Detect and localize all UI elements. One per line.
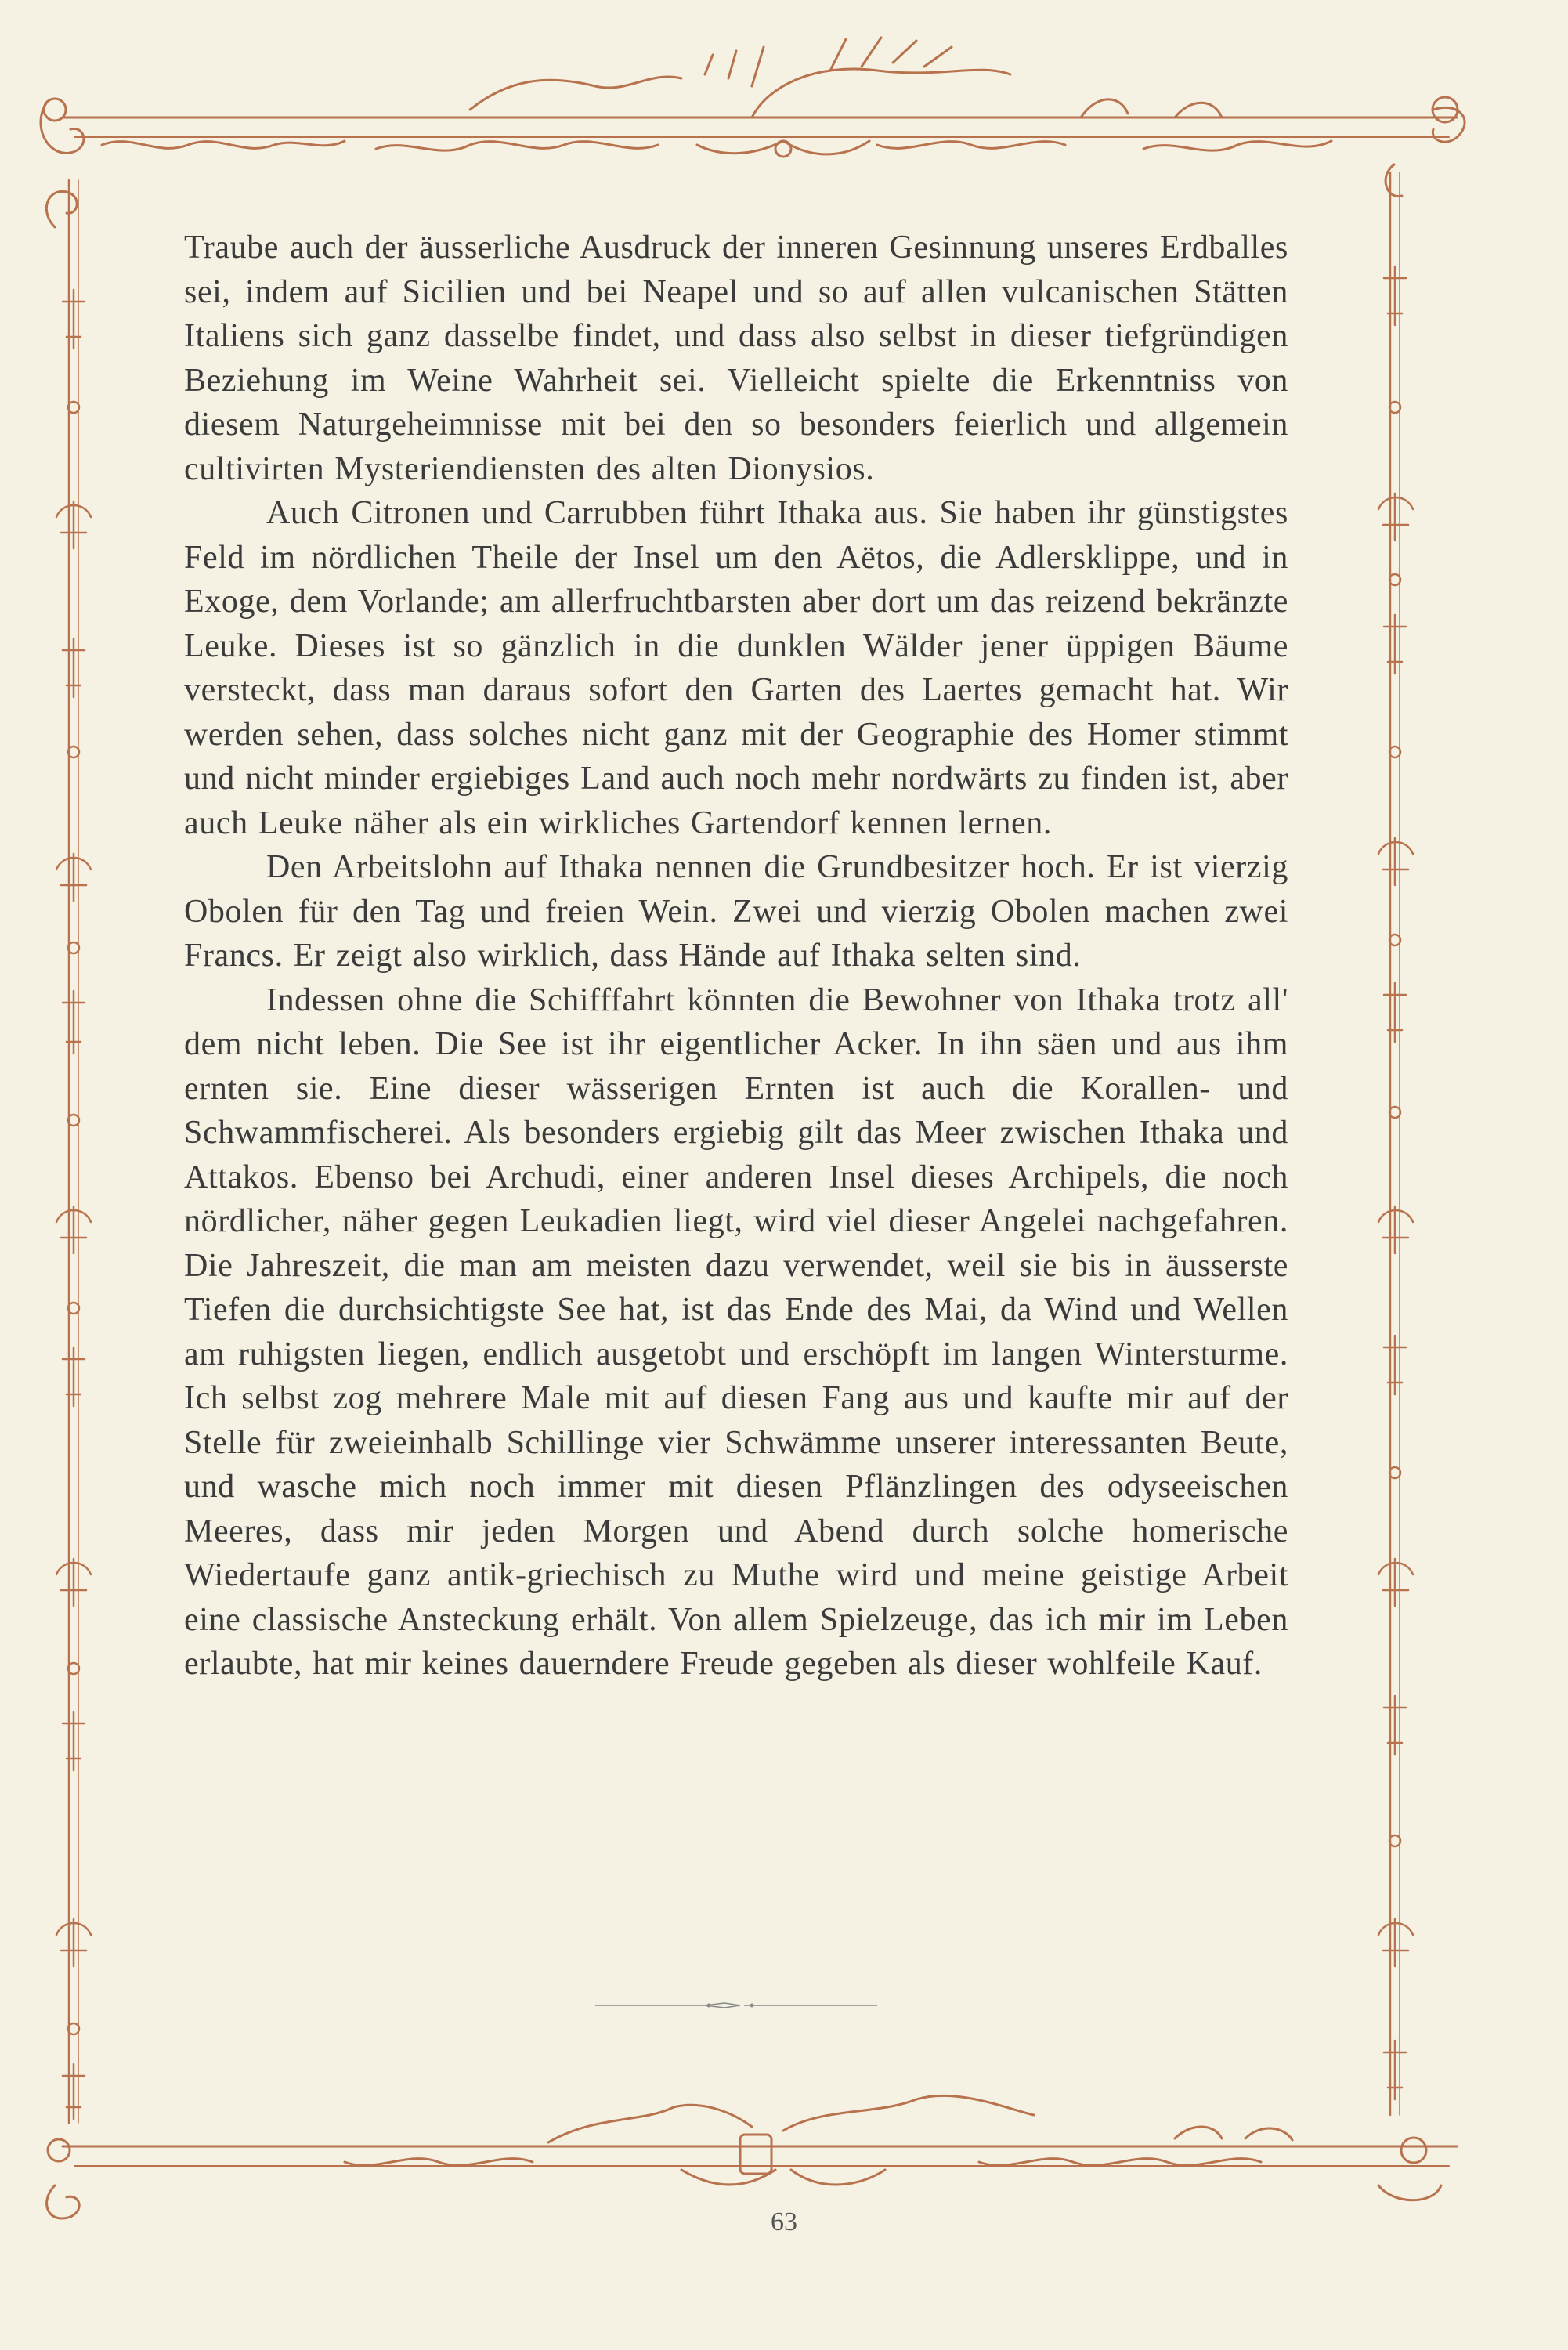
paragraph: Den Arbeitslohn auf Ithaka nennen die Grundbesitzer hoch. Er ist vierzig Obolen für den Tag und freien Wein. Zwei und vierzig Obolen machen zwei Francs. Er zeigt also wirklich, dass Hände auf Ithaka selten sind. bbox=[184, 849, 1288, 974]
paragraph: Traube auch der äusserliche Ausdruck der inneren Gesinnung unseres Erdballes sei, indem auf Sicilien und bei Neapel und so auf allen vulcanischen Stätten Italiens sich ganz dasselbe findet, und dass also selbst in dieser tiefgründigen Beziehung im Weine Wahrheit sei. Vielleicht spielte die Erkenntniss von diesem Naturgeheimnisse mit bei den so besonders feierlich und allgemein cultivirten Mysteriendiensten des alten Dionysios. bbox=[184, 230, 1288, 487]
paragraph: Indessen ohne die Schifffahrt könnten die Bewohner von Ithaka trotz all' dem nicht leben. Die See ist ihr eigentlicher Acker. In ihn säen und aus ihm ernten sie. Eine dieser wässerigen Ernten ist auch die Korallen- und Schwammfischerei. Als besonders ergiebig gilt das Meer zwischen Ithaka und Attakos. Ebenso bei Archudi, einer anderen Insel dieses Archipels, die noch nördlicher, näher gegen Leukadien liegt, wird viel dieser Angelei nachgefahren. Die Jahreszeit, die man am meisten dazu verwendet, weil sie bis in äusserste Tiefen die durchsichtigste See hat, ist das Ende des Mai, da Wind und Wellen am ruhigsten liegen, endlich ausgetobt und erschöpft im langen Wintersturme. Ich selbst zog mehrere Male mit auf diesen Fang aus und kaufte mir auf der Stelle für zweieinhalb Schillinge vier Schwämme unserer interessanten Beute, und wasche mich noch immer mit diesen Pflänzlingen des odyseeischen Meeres, dass mir jeden Morgen und Abend durch solche homerische Wiedertaufe ganz antik-griechisch zu Muthe wird und meine geistige Arbeit eine classische Ansteckung erhält. Von allem Spielzeuge, das ich mir im Leben erlaubte, hat mir keines dauerndere Freude gegeben als dieser wohlfeile Kauf. bbox=[184, 982, 1288, 1682]
body-text bbox=[184, 226, 1288, 1687]
page-number: 63 bbox=[771, 2207, 797, 2236]
paragraph: Auch Citronen und Carrubben führt Ithaka aus. Sie haben ihr günstigstes Feld im nördlichen Theile der Insel um den Aëtos, die Adlersklippe, und in Exoge, dem Vorlande; am allerfruchtbarsten aber dort um das reizend bekränzte Leuke. Dieses ist so gänzlich in die dunklen Wälder jener üppigen Bäume versteckt, dass man daraus sofort den Garten des Laertes gemacht hat. Wir werden sehen, dass solches nicht ganz mit der Geographie des Homer stimmt und nicht minder ergiebiges Land auch noch mehr nordwärts zu finden ist, aber auch Leuke näher als ein wirkliches Gartendorf kennen lernen. bbox=[184, 495, 1288, 841]
arrow-divider-ornament bbox=[595, 2001, 877, 2009]
